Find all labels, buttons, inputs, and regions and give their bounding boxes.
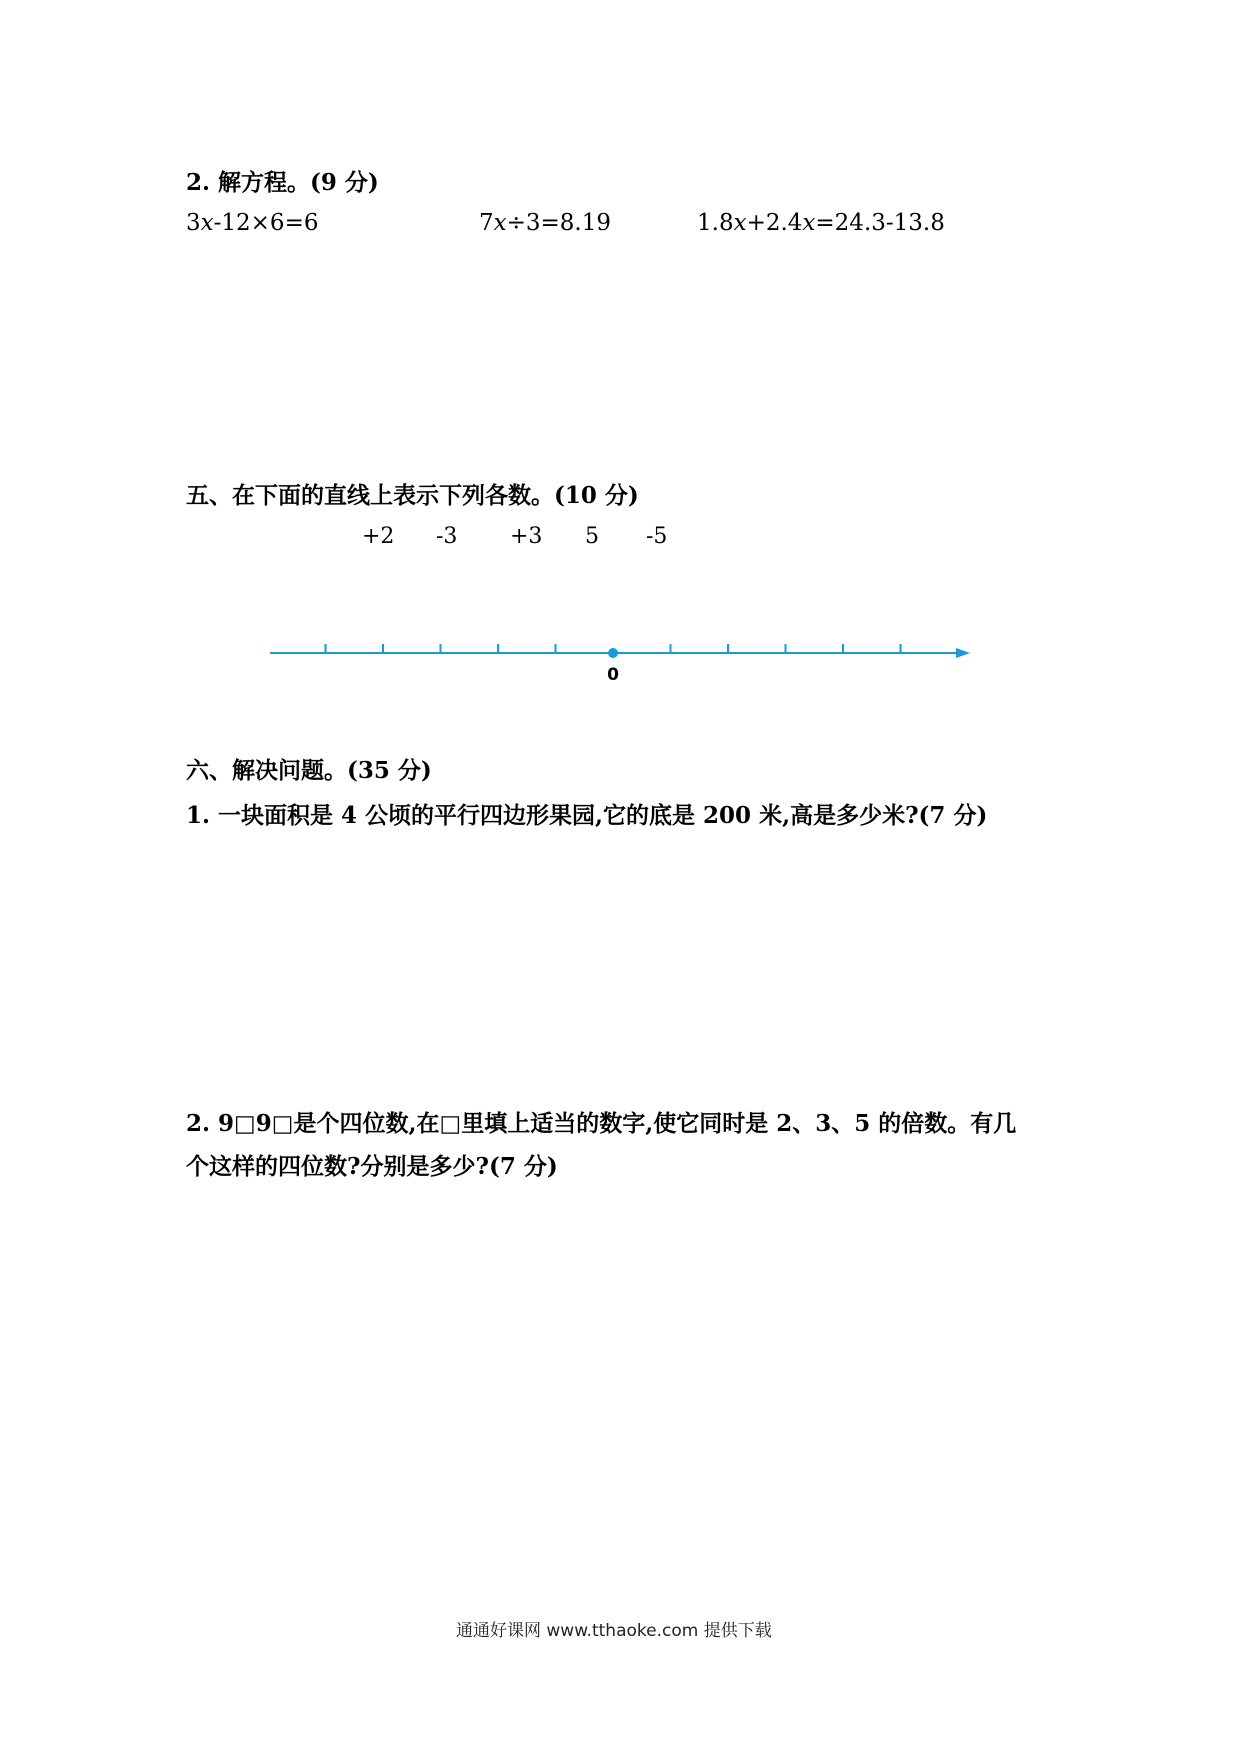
equation-2-coef: 7 — [479, 210, 494, 236]
number-item: 5 — [585, 524, 599, 549]
number-item: -5 — [646, 524, 668, 549]
problem-2-line2: 个这样的四位数?分别是多少?(7 分) — [186, 1153, 558, 1180]
equation-3-var2: x — [802, 210, 816, 236]
section6-title: 六、解决问题。(35 分) — [186, 757, 432, 784]
footer-source: 通通好课网 www.tthaoke.com 提供下载 — [456, 1621, 772, 1641]
equation-1 — [186, 210, 318, 236]
q2-title: 2. 解方程。(9 分) — [186, 169, 379, 196]
number-item: -3 — [436, 524, 458, 549]
number-line — [270, 636, 980, 686]
equation-1-coef: 3 — [186, 210, 201, 236]
equation-1-rest: -12×6=6 — [213, 210, 319, 236]
equation-2-rest: ÷3=8.19 — [506, 210, 612, 236]
equation-3-var1: x — [733, 210, 747, 236]
number-item: +2 — [362, 524, 395, 549]
section5-title: 五、在下面的直线上表示下列各数。(10 分) — [186, 482, 639, 509]
equation-3-coef2: +2.4 — [746, 210, 803, 236]
equation-1-var: x — [200, 210, 214, 236]
problem-1: 1. 一块面积是 4 公顷的平行四边形果园,它的底是 200 米,高是多少米?(7 分) — [186, 802, 988, 829]
equation-3-rest: =24.3-13.8 — [815, 210, 945, 236]
equation-2-var: x — [493, 210, 507, 236]
equation-3-coef1: 1.8 — [697, 210, 734, 236]
problem-2-line1: 2. 9□9□是个四位数,在□里填上适当的数字,使它同时是 2、3、5 的倍数。有几 — [186, 1110, 1017, 1137]
equation-3 — [697, 210, 945, 236]
equation-2 — [479, 210, 611, 236]
number-line-origin-label: 0 — [607, 665, 619, 685]
number-item: +3 — [510, 524, 543, 549]
number-line-origin-dot — [608, 648, 618, 658]
number-line-arrow — [956, 648, 970, 658]
